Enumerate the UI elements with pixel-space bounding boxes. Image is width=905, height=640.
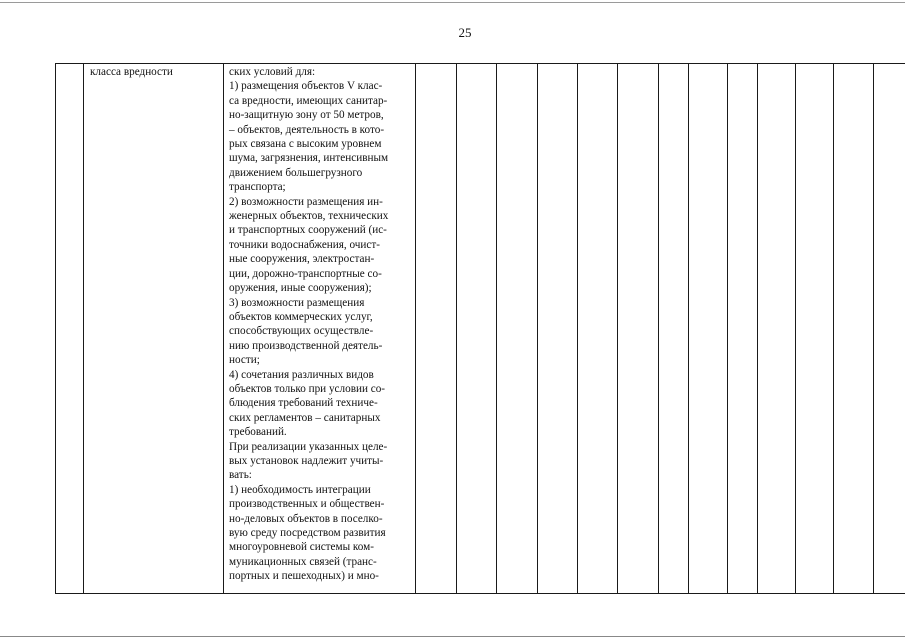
description-line: портных и пешеходных) и мно- <box>229 570 379 583</box>
description-line: – объектов, деятельность в кото- <box>229 123 385 136</box>
description-line: женерных объектов, технических <box>229 210 389 223</box>
description-line: муникационных связей (транс- <box>229 555 377 568</box>
description-line: ских регламентов – санитарных <box>229 411 381 424</box>
empty-cell <box>834 64 874 594</box>
description-line: оружения, иные сооружения); <box>229 282 372 295</box>
description-line: способствующих осуществле- <box>229 325 374 338</box>
description-line: движением большегрузного <box>229 166 363 179</box>
description-line: нию производственной деятель- <box>229 339 383 352</box>
description-line: транспорта; <box>229 181 286 194</box>
empty-cell <box>578 64 618 594</box>
description-line: и транспортных сооружений (ис- <box>229 224 387 237</box>
description-line: блюдения требований техниче- <box>229 397 378 410</box>
description-line: ции, дорожно-транспортные со- <box>229 267 382 280</box>
empty-cell <box>796 64 834 594</box>
description-line: но-деловых объектов в поселко- <box>229 512 383 525</box>
description-line: вых установок надлежит учиты- <box>229 454 384 467</box>
empty-cell <box>728 64 758 594</box>
description-line: ные сооружения, электростан- <box>229 253 375 266</box>
empty-cell <box>416 64 457 594</box>
empty-cell <box>659 64 689 594</box>
scan-edge-bottom <box>0 636 905 637</box>
empty-cell <box>758 64 796 594</box>
description-line: точники водоснабжения, очист- <box>229 238 380 251</box>
empty-cell <box>538 64 578 594</box>
empty-cell <box>874 64 905 594</box>
description-line: рых связана с высоким уровнем <box>229 138 382 151</box>
description-line: шума, загрязнения, интенсивным <box>229 152 389 165</box>
scan-edge-top <box>0 2 905 3</box>
description-line: многоуровневой системы ком- <box>229 541 374 554</box>
description-line: са вредности, имеющих санитар- <box>229 94 388 107</box>
description-line: вую среду посредством развития <box>229 527 386 539</box>
table-row <box>56 64 905 594</box>
description-line: 3) возможности размещения <box>229 296 365 309</box>
empty-cell <box>497 64 538 594</box>
description-line: объектов коммерческих услуг, <box>229 310 373 323</box>
empty-cell <box>618 64 659 594</box>
description-line: ности; <box>229 354 260 367</box>
description-line: При реализации указанных целе- <box>229 440 388 453</box>
description-line: вать: <box>229 469 252 482</box>
description-line: 4) сочетания различных видов <box>229 368 374 381</box>
description-cell <box>224 64 416 594</box>
description-line: 1) необходимость интеграции <box>229 483 371 496</box>
description-line: 2) возможности размещения ин- <box>229 195 383 208</box>
description-line: 1) размещения объектов V клас- <box>229 80 383 93</box>
description-text <box>224 64 415 584</box>
empty-cell <box>457 64 497 594</box>
document-table <box>55 63 905 594</box>
page-number: 25 <box>458 25 472 40</box>
row-number-cell <box>56 64 84 594</box>
description-line: требований. <box>229 426 287 439</box>
description-line: ских условий для: <box>229 66 316 78</box>
zone-label-text: класса вредности <box>90 66 173 78</box>
description-line: но-защитную зону от 50 метров, <box>229 109 384 122</box>
description-line: производственных и обществен- <box>229 498 385 511</box>
empty-cell <box>689 64 728 594</box>
zone-label-cell <box>84 64 224 594</box>
description-line: объектов только при условии со- <box>229 382 386 395</box>
